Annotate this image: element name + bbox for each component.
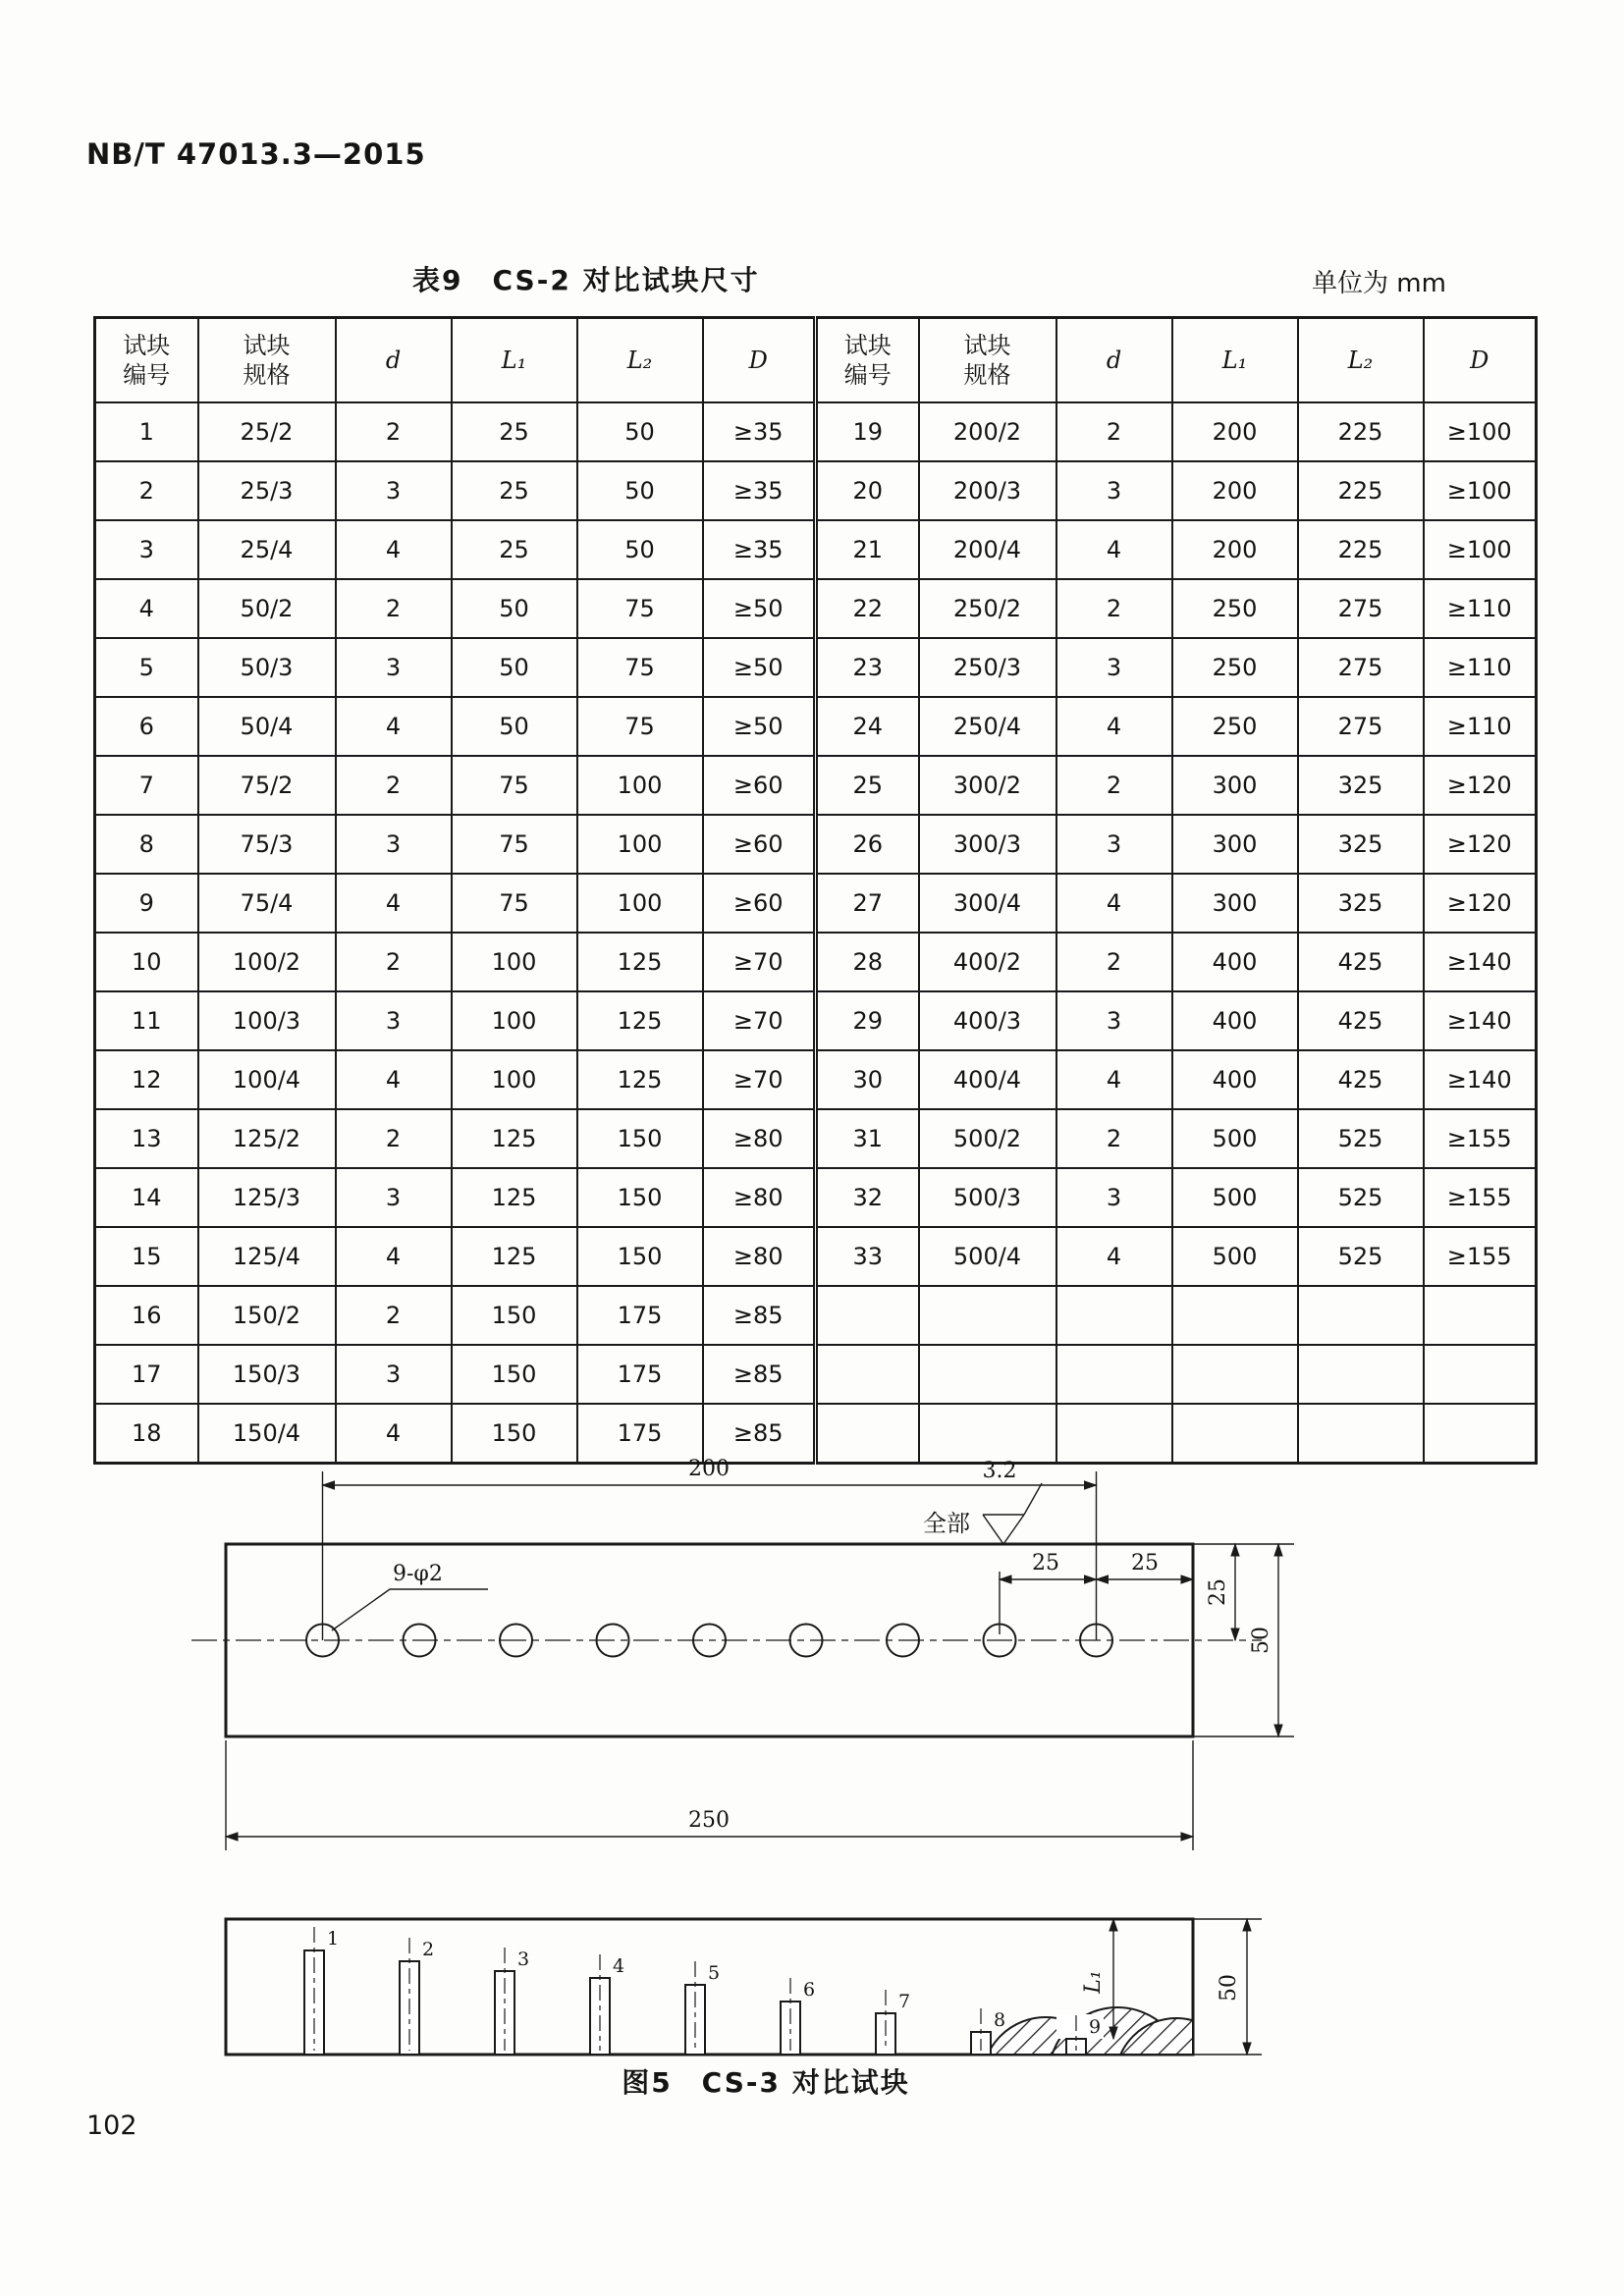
slot-number: 7 [898,1991,911,2012]
table-cell [816,1286,919,1345]
table-cell: 100 [452,1050,577,1109]
table-body [95,402,1537,1464]
table-cell: 300 [1172,815,1298,874]
table-cell: 150 [452,1345,577,1404]
table-cell: 250/2 [919,579,1056,638]
table-cell: 400 [1172,1050,1298,1109]
table-cell: 75 [452,756,577,815]
table-cell: 16 [95,1286,198,1345]
table-cell: 50 [452,638,577,697]
table-cell: 3 [336,815,452,874]
table-row [95,815,1537,874]
table-cell: ≥50 [703,697,816,756]
table-cell: 25 [816,756,919,815]
table-row [95,1227,1537,1286]
table-cell: 2 [1056,579,1172,638]
table-cell: 200/3 [919,461,1056,520]
table-cell: 50 [452,697,577,756]
slots-group [304,1927,1104,2055]
col-header: L₁ [1172,318,1298,403]
table-cell: 175 [577,1286,703,1345]
table-cell: 24 [816,697,919,756]
slot-number: 2 [422,1939,435,1960]
table-cell: 500/3 [919,1168,1056,1227]
table-cell: 75 [577,579,703,638]
roughness-symbol-tail [1024,1483,1042,1515]
table-cell: 100 [577,815,703,874]
table-cell: ≥60 [703,815,816,874]
figure-caption: 图5 CS-3 对比试块 [622,2066,910,2099]
page-number: 102 [86,2110,137,2141]
table-cell: 100 [577,756,703,815]
table-cell: ≥80 [703,1109,816,1168]
cs2-dimension-table [93,316,1538,1465]
table-cell: 4 [1056,520,1172,579]
table-cell: 200 [1172,520,1298,579]
table-cell: 50 [452,579,577,638]
table-cell: 7 [95,756,198,815]
holes-count-label: 9-φ2 [393,1562,443,1586]
table-cell: 50/4 [198,697,336,756]
table-cell: 300 [1172,874,1298,933]
table-cell: 125/4 [198,1227,336,1286]
table-cell: 2 [1056,756,1172,815]
standard-number: NB/T 47013.3—2015 [86,137,426,171]
table-cell: 250 [1172,697,1298,756]
table-cell: 33 [816,1227,919,1286]
cs3-block-drawing [147,1909,1384,2071]
slot-number: 3 [517,1949,530,1970]
table-cell: 325 [1298,874,1424,933]
table-cell: ≥100 [1424,402,1537,461]
table-cell: 4 [1056,874,1172,933]
col-header: 试块 规格 [198,318,336,403]
table-cell: 25/3 [198,461,336,520]
table-cell: ≥70 [703,991,816,1050]
table-cell: 525 [1298,1168,1424,1227]
table-cell: 6 [95,697,198,756]
table-cell: 3 [1056,461,1172,520]
slot-number: 5 [708,1962,721,1984]
table-cell: ≥100 [1424,461,1537,520]
table-cell: 2 [336,933,452,991]
table-cell: 3 [336,1168,452,1227]
table-cell: 17 [95,1345,198,1404]
table-cell: 3 [336,991,452,1050]
table-cell: 150 [452,1404,577,1464]
table-cell: 525 [1298,1109,1424,1168]
col-header: d [336,318,452,403]
table-cell: 50/3 [198,638,336,697]
table-cell: 50 [577,520,703,579]
table-cell: 21 [816,520,919,579]
table-cell [816,1345,919,1404]
slot-number: 8 [994,2009,1006,2031]
table-cell: 23 [816,638,919,697]
table-cell: 20 [816,461,919,520]
table-cell [1424,1286,1537,1345]
table-cell: 2 [1056,1109,1172,1168]
col-header: 试块 规格 [919,318,1056,403]
table-cell: 125 [452,1168,577,1227]
table-row [95,933,1537,991]
table-cell: 2 [336,1109,452,1168]
col-header: D [1424,318,1537,403]
table-header [95,318,1537,403]
table-cell: 2 [336,579,452,638]
table-cell: 500 [1172,1227,1298,1286]
table-cell: 100 [452,933,577,991]
table-row [95,1345,1537,1404]
table-cell: 14 [95,1168,198,1227]
table-cell: 4 [336,1050,452,1109]
table-cell: 30 [816,1050,919,1109]
table-cell: 200/2 [919,402,1056,461]
cs2-block-drawing [147,1428,1384,1870]
table-cell: ≥50 [703,638,816,697]
table-cell: ≥85 [703,1345,816,1404]
header-row [95,318,1537,403]
dim-50-label: 50 [1249,1627,1273,1654]
table-row [95,579,1537,638]
table-cell: 325 [1298,815,1424,874]
table-cell: 150 [577,1109,703,1168]
table-cell: 400 [1172,933,1298,991]
table-cell: 175 [577,1345,703,1404]
table-cell [919,1345,1056,1404]
table-cell: 3 [336,1345,452,1404]
table-cell: 275 [1298,697,1424,756]
table-cell: 15 [95,1227,198,1286]
table-row [95,520,1537,579]
table-cell: ≥50 [703,579,816,638]
table-cell: 25/4 [198,520,336,579]
table-cell: 150 [452,1286,577,1345]
table-cell: 12 [95,1050,198,1109]
table-cell: 225 [1298,461,1424,520]
table-cell: 8 [95,815,198,874]
table-cell: 26 [816,815,919,874]
dim-25-label: 25 [1131,1551,1159,1575]
table-cell: 10 [95,933,198,991]
col-header: 试块 编号 [816,318,919,403]
table-cell: 2 [1056,402,1172,461]
table-cell: 3 [1056,991,1172,1050]
table-cell [919,1286,1056,1345]
table-cell: ≥80 [703,1168,816,1227]
table-cell: 4 [336,1404,452,1464]
table-cell: ≥155 [1424,1109,1537,1168]
table-cell: 300/4 [919,874,1056,933]
table-cell: 150/2 [198,1286,336,1345]
table-cell: 100/4 [198,1050,336,1109]
col-header: d [1056,318,1172,403]
col-header: L₂ [577,318,703,403]
table-cell: 225 [1298,402,1424,461]
table-cell: 2 [336,402,452,461]
table-cell: 75 [577,638,703,697]
table-cell: ≥140 [1424,1050,1537,1109]
table-cell: ≥140 [1424,991,1537,1050]
table-cell: 150 [577,1168,703,1227]
table-cell: 500/2 [919,1109,1056,1168]
table-cell: 29 [816,991,919,1050]
table-cell: 50/2 [198,579,336,638]
table-cell: 3 [1056,1168,1172,1227]
table-cell: 5 [95,638,198,697]
table-row [95,638,1537,697]
table-cell: 2 [1056,933,1172,991]
table-cell [1056,1286,1172,1345]
table-cell: 4 [1056,1050,1172,1109]
table-cell: 150/3 [198,1345,336,1404]
table-cell: 275 [1298,638,1424,697]
table-cell: ≥60 [703,756,816,815]
table-cell: ≥80 [703,1227,816,1286]
table-cell: 125 [577,1050,703,1109]
table-row [95,697,1537,756]
table-cell: 11 [95,991,198,1050]
table-cell: 400/2 [919,933,1056,991]
dim-25v-label: 25 [1206,1578,1230,1606]
table-cell: ≥120 [1424,815,1537,874]
table-cell: ≥110 [1424,579,1537,638]
table-cell: 500/4 [919,1227,1056,1286]
slot-number: 4 [613,1955,625,1977]
col-header: D [703,318,816,403]
col-header: L₂ [1298,318,1424,403]
table-cell: ≥70 [703,1050,816,1109]
table-cell: 1 [95,402,198,461]
table-unit-label: 单位为 mm [1312,269,1446,298]
table-cell: 2 [336,1286,452,1345]
table-cell: 9 [95,874,198,933]
table-cell: 425 [1298,1050,1424,1109]
table-cell: 4 [336,520,452,579]
table-cell: 13 [95,1109,198,1168]
table-cell: 100 [452,991,577,1050]
table-cell: 500 [1172,1109,1298,1168]
slot-number: 6 [803,1979,816,2001]
table-cell: 525 [1298,1227,1424,1286]
table-cell: ≥140 [1424,933,1537,991]
roughness-symbol-right [1003,1515,1024,1544]
table-cell: 250/4 [919,697,1056,756]
dim-50-label: 50 [1217,1974,1241,2002]
table-cell: 3 [95,520,198,579]
table-cell: 500 [1172,1168,1298,1227]
table-cell: ≥35 [703,402,816,461]
table-cell: 250 [1172,638,1298,697]
dim-200-label: 200 [688,1457,730,1481]
table-cell: ≥100 [1424,520,1537,579]
table-cell: 300 [1172,756,1298,815]
table-cell: 150 [577,1227,703,1286]
table-cell: ≥85 [703,1286,816,1345]
dim-250-label: 250 [688,1808,730,1833]
table-cell: ≥35 [703,461,816,520]
table-cell: 25 [452,402,577,461]
table-cell: 25 [452,461,577,520]
table-cell: 275 [1298,579,1424,638]
table-cell: 18 [95,1404,198,1464]
table-cell: 200 [1172,402,1298,461]
table-row [95,1286,1537,1345]
table-cell [1298,1345,1424,1404]
table-cell: 125 [452,1109,577,1168]
table-cell: 4 [1056,697,1172,756]
table-cell: 75 [577,697,703,756]
table-cell [1424,1404,1537,1464]
dim-L1-label: L₁ [1081,1970,1106,1994]
table-cell: 100/2 [198,933,336,991]
table-row [95,1109,1537,1168]
table-row [95,874,1537,933]
table-cell: 31 [816,1109,919,1168]
table-cell: 19 [816,402,919,461]
table-cell: ≥110 [1424,638,1537,697]
table-cell: 32 [816,1168,919,1227]
table-cell: 25 [452,520,577,579]
table-row [95,461,1537,520]
table-cell: 425 [1298,933,1424,991]
table-cell: 125 [577,933,703,991]
table-cell: 25/2 [198,402,336,461]
table-cell: 125 [577,991,703,1050]
roughness-symbol-left [983,1515,1003,1544]
table-row [95,991,1537,1050]
table-cell: 4 [95,579,198,638]
table-cell: 75/4 [198,874,336,933]
table-row [95,1168,1537,1227]
table-cell [1172,1345,1298,1404]
table-cell: ≥155 [1424,1227,1537,1286]
table-cell: ≥110 [1424,697,1537,756]
table-cell: ≥85 [703,1404,816,1464]
table-cell [1056,1345,1172,1404]
table-cell [1424,1345,1537,1404]
table-cell: 75 [452,815,577,874]
table-row [95,402,1537,461]
table-cell: 100/3 [198,991,336,1050]
table-cell: 2 [336,756,452,815]
table-cell: 300/3 [919,815,1056,874]
table-cell: 150/4 [198,1404,336,1464]
table-cell: 400 [1172,991,1298,1050]
table-title: 表9 CS-2 对比试块尺寸 [412,264,760,296]
table-cell [1298,1286,1424,1345]
col-header: L₁ [452,318,577,403]
table-cell: 3 [1056,638,1172,697]
slot-number: 9 [1089,2016,1102,2038]
table-cell: ≥35 [703,520,816,579]
table-cell: 225 [1298,520,1424,579]
table-cell: ≥155 [1424,1168,1537,1227]
dim-25-label: 25 [1032,1551,1059,1575]
table-cell: 400/4 [919,1050,1056,1109]
table-cell: 4 [336,874,452,933]
table-cell: 400/3 [919,991,1056,1050]
table-cell: 200/4 [919,520,1056,579]
slot-number: 1 [327,1928,340,1949]
leader-line [332,1589,488,1630]
table-row [95,1050,1537,1109]
table-cell: 27 [816,874,919,933]
table-cell: 50 [577,402,703,461]
table-cell: 2 [95,461,198,520]
table-cell: 50 [577,461,703,520]
table-cell: ≥120 [1424,756,1537,815]
table-row [95,756,1537,815]
table-cell: 3 [336,461,452,520]
table-cell: 125 [452,1227,577,1286]
table-cell: 175 [577,1404,703,1464]
col-header: 试块 编号 [95,318,198,403]
table-cell: ≥60 [703,874,816,933]
table-cell: 22 [816,579,919,638]
table-cell: 4 [336,1227,452,1286]
table-cell [1172,1286,1298,1345]
table-cell: ≥70 [703,933,816,991]
table-cell: 200 [1172,461,1298,520]
table-cell: 325 [1298,756,1424,815]
table-cell: 125/3 [198,1168,336,1227]
table-cell: 125/2 [198,1109,336,1168]
table-cell: 100 [577,874,703,933]
surface-all-label: 全部 [923,1510,970,1537]
table-cell: 75/2 [198,756,336,815]
table-cell: 3 [336,638,452,697]
table-cell: 425 [1298,991,1424,1050]
table-cell: 4 [1056,1227,1172,1286]
roughness-value: 3.2 [982,1459,1017,1483]
table-cell: 4 [336,697,452,756]
table-cell: 3 [1056,815,1172,874]
table-cell: 250 [1172,579,1298,638]
table-cell: 300/2 [919,756,1056,815]
table-cell: 250/3 [919,638,1056,697]
table-cell: 75 [452,874,577,933]
table-cell: ≥120 [1424,874,1537,933]
table-cell: 28 [816,933,919,991]
table-cell: 75/3 [198,815,336,874]
